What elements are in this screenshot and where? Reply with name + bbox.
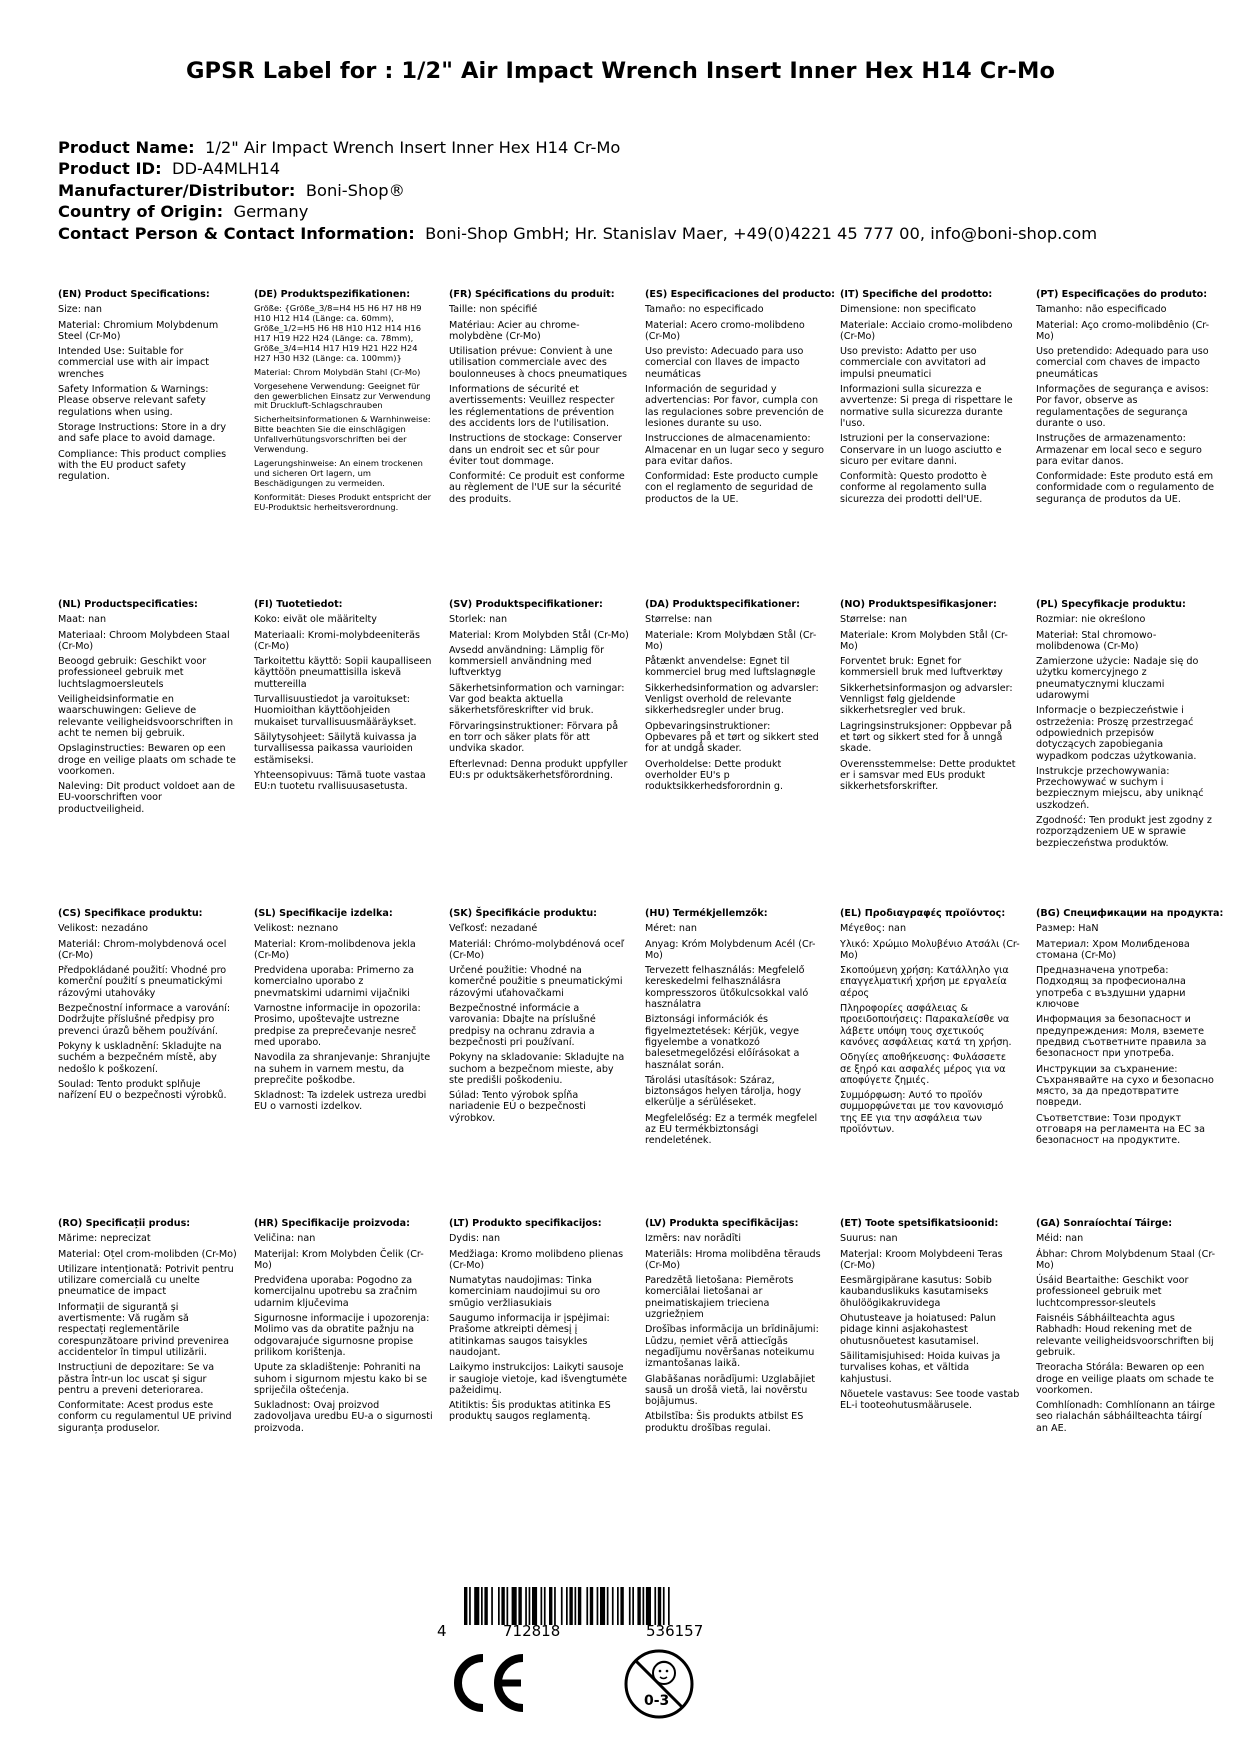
spec-paragraph: Størrelse: nan	[840, 614, 908, 626]
spec-paragraph: Určené použitie: Vhodné na komerčné použitie s pneumatickými rázovými uťahovačkami	[449, 965, 623, 999]
spec-paragraph: Pokyny na skladovanie: Skladujte na suchom a bezpečnom mieste, aby ste predišli poškodeniu.	[449, 1052, 625, 1086]
spec-paragraph: Suurus: nan	[840, 1233, 898, 1245]
spec-block	[840, 908, 1020, 1135]
spec-paragraph: Utilizare intenționată: Potrivit pentru utilizare comercială cu unelte pneumatice de impact	[58, 1263, 234, 1298]
spec-paragraph: Naleving: Dit product voldoet aan de EU-voorschriften voor productveiligheid.	[58, 781, 235, 815]
spec-paragraph: Material: Acero cromo-molibdeno (Cr-Mo)	[645, 319, 805, 342]
spec-paragraph: Taille: non spécifié	[449, 304, 538, 316]
spec-paragraph: Conformité: Ce produit est conforme au règlement de l'UE sur la sécurité des produits.	[449, 471, 625, 505]
spec-paragraph: Předpokládané použití: Vhodné pro komerční použití s pneumatickými rázovými utahováky	[58, 965, 227, 999]
barcode-bar	[617, 1587, 619, 1625]
spec-paragraph: Sikkerhetsinformasjon og advarsler: Vennligst følg gjeldende sikkerhetsregler ved bruk.	[840, 682, 1013, 717]
spec-heading: (CS) Specifikace produktu:	[58, 908, 203, 919]
spec-paragraph: Instrukcje przechowywania: Przechowywać w suchym i bezpiecznym miejscu, aby uniknąć uszkodzeń.	[1036, 765, 1204, 811]
spec-paragraph: Materiale: Krom Molybden Stål (Cr-Mo)	[840, 629, 1008, 652]
spec-paragraph: Compliance: This product complies with the EU product safety regulation.	[58, 448, 227, 483]
barcode-bar	[529, 1587, 531, 1625]
spec-paragraph: Materiál: Chrómo-molybdénová oceľ (Cr-Mo)	[449, 938, 625, 961]
spec-paragraph: Material: Chromium Molybdenum Steel (Cr-Mo)	[58, 319, 219, 342]
spec-paragraph: Material: Aço cromo-molibdênio (Cr-Mo)	[1036, 319, 1210, 342]
barcode-bar	[654, 1587, 656, 1625]
spec-paragraph: Predviđena uporaba: Pogodno za komercijalnu upotrebu sa zračnim udarnim ključevima	[254, 1275, 418, 1309]
spec-heading: (NO) Produktspesifikasjoner:	[840, 599, 997, 610]
spec-paragraph: Påtænkt anvendelse: Egnet til kommerciel brug med luftslagnøgle	[645, 656, 816, 679]
barcode-bar	[532, 1587, 537, 1625]
barcode-bar	[597, 1587, 599, 1625]
spec-block	[840, 289, 1020, 505]
spec-paragraph: Instrucciones de almacenamiento: Almacenar en un lugar seco y seguro para evitar daños.	[645, 433, 825, 467]
spec-paragraph: Material: Chrom Molybdän Stahl (Cr-Mo)	[254, 366, 421, 377]
spec-heading: (SK) Špecifikácie produktu:	[449, 908, 598, 919]
spec-paragraph: Material: Oțel crom-molibden (Cr-Mo)	[58, 1248, 237, 1260]
spec-paragraph: Biztonsági információk és figyelmeztetések: Kérjük, vegye figyelembe a vonatkozó balesetmegelőzési előírásokat a használat során.	[645, 1014, 800, 1071]
barcode-bar	[632, 1587, 634, 1625]
spec-heading: (DE) Produktspezifikationen:	[254, 289, 411, 300]
spec-heading: (LT) Produkto specifikacijos:	[449, 1218, 602, 1229]
barcode-bar	[498, 1587, 500, 1625]
spec-paragraph: Materijal: Krom Molybden Čelik (Cr-Mo)	[254, 1248, 424, 1271]
barcode-bar	[525, 1587, 527, 1625]
spec-paragraph: Säkerhetsinformation och varningar: Var god beakta aktuella säkerhetsföreskrifter vid bruk.	[449, 682, 625, 717]
spec-paragraph: Sigurnosne informacije i upozorenja: Molimo vas da obratite pažnju na odgovarajuće sigurnosne propise prilikom korištenja.	[254, 1313, 430, 1358]
spec-paragraph: Tarkoitettu käyttö: Sopii kaupalliseen käyttöön pneumattisilla iskevä mutterеilla	[254, 656, 432, 690]
spec-paragraph: Uso previsto: Adecuado para uso comercial con llaves de impacto neumáticas	[645, 346, 804, 380]
spec-paragraph: Размер: НаN	[1036, 923, 1099, 935]
svg-text:0-3: 0-3	[644, 1693, 670, 1709]
barcode-bar	[629, 1587, 631, 1625]
barcode-digits-left: 712818	[503, 1622, 561, 1640]
spec-paragraph: Matériau: Acier au chrome-molybdène (Cr-Mo)	[449, 319, 580, 342]
spec-paragraph: Pokyny k uskladnění: Skladujte na suchém a bezpečném místě, aby nedošlo k poškození.	[58, 1040, 222, 1075]
spec-paragraph: Beoogd gebruik: Geschikt voor professioneel gebruik met luchtslagmoersleutels	[58, 656, 207, 690]
spec-paragraph: Istruzioni per la conservazione: Conservare in un luogo asciutto e sicuro per evitare danni.	[840, 433, 1002, 467]
spec-paragraph: Upute za skladištenje: Pohraniti na suhom i sigurnom mjestu kako bi se spriječila oštećenja.	[254, 1362, 428, 1396]
spec-heading: (HR) Specifikacije proizvoda:	[254, 1218, 410, 1229]
barcode-bar	[590, 1587, 593, 1625]
barcode-bar	[469, 1587, 471, 1625]
spec-paragraph: Sikkerhedsinformation og advarsler: Venligst overhold de relevante sikkerhedsregler under brug.	[645, 682, 819, 717]
spec-paragraph: Materiaal: Chroom Molybdeen Staal (Cr-Mo)	[58, 629, 230, 652]
barcode-bar	[658, 1587, 661, 1625]
spec-paragraph: Yhteensopivuus: Tämä tuote vastaa EU:n tuotetu rvallisuusasetusta.	[254, 769, 426, 793]
spec-paragraph: Größe: {Größe_3/8=H4 H5 H6 H7 H8 H9 H10 H12 H14 (Länge: ca. 60mm), Größe_1/2=H5 H6 H8 H10 H12 H14 H16 H17 H19 H22 H24 (Länge: ca. 78mm), Größe_3/4=H14 H17 H19 H21 H22 H24 H27 H30 H32 (Länge: ca. 100mm)}	[254, 303, 422, 363]
spec-paragraph: Zamierzone użycie: Nadaje się do użytku komercyjnego z pneumatycznymi kluczami udarowymi	[1036, 656, 1199, 702]
spec-paragraph: Съответствие: Този продукт отговаря на регламента на ЕС за безопасност на продуктите.	[1036, 1112, 1205, 1147]
product-info	[58, 137, 1097, 244]
spec-paragraph: Turvallisuustiedot ja varoitukset: Huomioithan käyttöohjeiden mukaiset turvallisuusmääräykset.	[254, 694, 417, 728]
info-product-name: Product Name: 1/2" Air Impact Wrench Insert Inner Hex H14 Cr-Mo	[58, 138, 621, 157]
spec-paragraph: Velikost: neznano	[254, 923, 339, 935]
spec-block	[58, 908, 238, 1101]
spec-heading: (PL) Specyfikacje produktu:	[1036, 599, 1186, 610]
spec-paragraph: Overholdelse: Dette produkt overholder EU's p roduktsikkerhedsforordnin g.	[645, 758, 784, 793]
spec-paragraph: Conformitate: Acest produs este conform cu regulamentul UE privind siguranța produselor.	[58, 1400, 232, 1434]
info-product-id: Product ID: DD-A4MLH14	[58, 159, 281, 179]
spec-paragraph: Materiale: Krom Molybdæn Stål (Cr-Mo)	[645, 629, 817, 652]
not-for-children-icon	[622, 1647, 696, 1721]
spec-paragraph: Úsáid Beartaithe: Geschikt voor professioneel gebruik met luchtcompressor-sleutels	[1036, 1275, 1189, 1309]
barcode-bar	[620, 1587, 623, 1625]
spec-heading: (EN) Product Specifications:	[58, 289, 210, 300]
spec-paragraph: Méid: nan	[1036, 1233, 1084, 1245]
spec-paragraph: Veiligheidsinformatie en waarschuwingen: Gelieve de relevante veiligheidsvoorschriften in acht te nemen bij gebruik.	[58, 694, 234, 739]
spec-paragraph: Bezpečnostní informace a varování: Dodržujte příslušné předpisy pro prevenci úrazů během používání.	[58, 1003, 231, 1037]
spec-paragraph: Faisnéis Sábháilteachta agus Rabhadh: Houd rekening met de relevante veiligheidsvoorschriften bij gebruik.	[1036, 1313, 1214, 1358]
spec-paragraph: Materiał: Stal chromowo-molibdenowa (Cr-Mo)	[1036, 629, 1157, 652]
spec-paragraph: Lagerungshinweise: An einem trockenen und sicheren Ort lagern, um Beschädigungen zu vermeiden.	[254, 457, 423, 488]
barcode-bar	[663, 1587, 665, 1625]
spec-paragraph: Utilisation prévue: Convient à une utilisation commerciale avec des boulonneuses à chocs pneumatiques	[449, 346, 628, 380]
ce-mark-icon	[449, 1652, 529, 1714]
spec-paragraph: Overensstemmelse: Dette produktet er i samsvar med EUs produkt sikkerhetsforskrifter.	[840, 758, 1016, 793]
spec-block	[645, 599, 825, 792]
spec-paragraph: Conformità: Questo prodotto è conforme al regolamento sulla sicurezza dei prodotti dell'UE.	[840, 471, 987, 505]
spec-block	[840, 1218, 1020, 1411]
spec-paragraph: Dydis: nan	[449, 1233, 501, 1245]
spec-paragraph: Lagringsinstruksjoner: Oppbevar på et tørt og sikkert sted for å unngå skade.	[840, 720, 1012, 755]
spec-paragraph: Storage Instructions: Store in a dry and safe place to avoid damage.	[58, 421, 227, 445]
barcode-bar	[544, 1587, 546, 1625]
barcode-bar	[484, 1587, 487, 1625]
spec-paragraph: Veličina: nan	[254, 1233, 316, 1245]
spec-block	[1036, 1218, 1216, 1434]
spec-paragraph: Izmērs: nav norādīti	[645, 1233, 741, 1245]
spec-paragraph: Size: nan	[58, 304, 103, 316]
spec-block	[1036, 908, 1224, 1147]
spec-paragraph: Material: Krom-molibdenova jekla (Cr-Mo)	[254, 938, 416, 961]
info-manufacturer: Manufacturer/Distributor: Boni-Shop®	[58, 180, 405, 200]
spec-paragraph: Ábhar: Chrom Molybdenum Staal (Cr-Mo)	[1036, 1248, 1216, 1271]
spec-paragraph: Sukladnost: Ovaj proizvod zadovoljava uredbu EU-a o sigurnosti proizvoda.	[254, 1400, 433, 1434]
spec-block	[449, 908, 629, 1124]
spec-block	[1036, 599, 1216, 849]
spec-paragraph: Méret: nan	[645, 923, 697, 935]
spec-block	[840, 599, 1020, 792]
spec-paragraph: Predvidena uporaba: Primerno za komercialno uporabo z pnevmatskimi udarnimi vijačniki	[254, 965, 414, 999]
spec-paragraph: Οδηγίες αποθήκευσης: Φυλάσσετε σε ξηρό και ασφαλές μέρος για να αποφύγετε ζημιές.	[840, 1052, 1007, 1086]
spec-paragraph: Tervezett felhasználás: Megfelelő kereskedelmi felhasználásra kompresszoros ütőkulcsokkal való használatra	[645, 965, 809, 1011]
spec-paragraph: Säilytysohjeet: Säilytä kuivassa ja turvallisessa paikassa vaurioiden estämiseksi.	[254, 731, 417, 766]
spec-heading: (SL) Specifikacije izdelka:	[254, 908, 393, 919]
spec-paragraph: Vorgesehene Verwendung: Geeignet für den gewerblichen Einsatz zur Verwendung mit Druckluft-Schlagschrauben	[254, 380, 431, 411]
spec-paragraph: Instrucțiuni de depozitare: Se va păstra într-un loc uscat și sigur pentru a preveni deteriorarea.	[58, 1362, 215, 1396]
spec-paragraph: Storlek: nan	[449, 614, 508, 626]
spec-heading: (NL) Productspecificaties:	[58, 599, 198, 610]
spec-paragraph: Información de seguridad y advertencias: Por favor, cumpla con las regulaciones sobre prevención de lesiones durante su uso.	[645, 384, 824, 429]
spec-paragraph: Súlad: Tento výrobok spĺňa nariadenie EÚ o bezpečnosti výrobkov.	[449, 1090, 586, 1124]
barcode-digit-prefix: 4	[437, 1622, 447, 1640]
spec-heading: (HU) Termékjellemzők:	[645, 908, 768, 919]
spec-block	[645, 289, 836, 505]
spec-block	[254, 289, 434, 513]
barcode-bar	[586, 1587, 588, 1625]
barcode-bar	[643, 1587, 645, 1625]
barcode-bar	[549, 1587, 552, 1625]
spec-block	[1036, 289, 1216, 505]
spec-paragraph: Säilitamisjuhised: Hoida kuivas ja turvalises kohas, et vältida kahjustusi.	[840, 1350, 1001, 1385]
barcode-bar	[512, 1587, 517, 1625]
spec-paragraph: Mărime: neprecizat	[58, 1233, 151, 1245]
spec-paragraph: Μέγεθος: nan	[840, 923, 907, 935]
barcode-bar	[518, 1587, 521, 1625]
page-title: GPSR Label for : 1/2" Air Impact Wrench Insert Inner Hex H14 Cr-Mo	[185, 58, 1056, 84]
barcode	[464, 1587, 764, 1625]
spec-block	[254, 908, 434, 1113]
spec-paragraph: Material: Krom Molybden Stål (Cr-Mo)	[449, 629, 629, 641]
spec-block	[254, 1218, 434, 1434]
barcode-bar	[491, 1587, 493, 1625]
spec-heading: (BG) Спецификации на продукта:	[1036, 908, 1224, 919]
spec-block	[58, 1218, 238, 1434]
barcode-bar	[541, 1587, 543, 1625]
barcode-bar	[600, 1587, 605, 1625]
spec-paragraph: Soulad: Tento produkt splňuje nařízení EU o bezpečnosti výrobků.	[58, 1078, 227, 1102]
spec-paragraph: Conformidad: Este producto cumple con el reglamento de seguridad de productos de la UE.	[645, 471, 818, 505]
spec-paragraph: Informações de segurança e avisos: Por favor, observe as regulamentações de segurança durante o uso.	[1036, 384, 1209, 429]
spec-paragraph: Instruções de armazenamento: Armazenar em local seco e seguro para evitar danos.	[1036, 433, 1202, 467]
spec-paragraph: Veľkosť: nezadané	[449, 923, 538, 935]
spec-heading: (ET) Toote spetsifikatsioonid:	[840, 1218, 999, 1229]
barcode-bar	[561, 1587, 563, 1625]
spec-paragraph: Intended Use: Suitable for commercial use with air impact wrenches	[58, 346, 209, 380]
spec-paragraph: Velikost: nezadáno	[58, 923, 148, 935]
barcode-bar	[554, 1587, 556, 1625]
spec-paragraph: Avsedd användning: Lämplig för kommersiell användning med luftverktyg	[449, 644, 605, 679]
spec-paragraph: Safety Information & Warnings: Please observe relevant safety regulations when using.	[58, 384, 209, 418]
spec-heading: (DA) Produktspecifikationer:	[645, 599, 800, 610]
spec-paragraph: Informations de sécurité et avertissements: Veuillez respecter les réglementations de prévention des accidents lors de l'utilisation.	[449, 384, 615, 429]
spec-paragraph: Numatytas naudojimas: Tinka komerciniam naudojimui su oro smūgio veržliasukiais	[449, 1275, 601, 1309]
spec-paragraph: Информация за безопасност и предупреждения: Моля, вземете предвид съответните правила за безопасност при употреба.	[1036, 1014, 1207, 1060]
spec-paragraph: Bezpečnostné informácie a varovania: Dbajte na príslušné predpisy na ochranu zdravia a bezpečnosti pri používaní.	[449, 1003, 596, 1048]
spec-paragraph: Maat: nan	[58, 614, 107, 626]
spec-heading: (LV) Produkta specifikācijas:	[645, 1218, 799, 1229]
barcode-bar	[474, 1587, 479, 1625]
spec-paragraph: Varnostne informacije in opozorila: Prosimo, upoštevajte ustrezne predpise za preprečevanje nesreč med uporabo.	[254, 1003, 421, 1048]
spec-paragraph: Conformidade: Este produto está em conformidade com o regulamento de segurança de produtos da UE.	[1036, 471, 1215, 505]
spec-heading: (FI) Tuotetiedot:	[254, 599, 343, 610]
spec-paragraph: Nõuetele vastavus: See toode vastab EL-i tooteohutusmäärusele.	[840, 1388, 1020, 1412]
barcode-bar	[668, 1587, 670, 1625]
spec-paragraph: Koko: eivät ole määritelty	[254, 614, 377, 626]
spec-paragraph: Материал: Хром Молибденова стомана (Cr-Mo)	[1036, 938, 1190, 961]
spec-paragraph: Uso pretendido: Adequado para uso comercial com chaves de impacto pneumáticas	[1036, 346, 1209, 380]
spec-paragraph: Medžiaga: Kromo molibdeno plienas (Cr-Mo)	[449, 1248, 624, 1271]
spec-paragraph: Υλικό: Χρώμιο Μολυβένιο Ατσάλι (Cr-Mo)	[840, 938, 1020, 961]
spec-paragraph: Uso previsto: Adatto per uso commerciale con avvitatori ad impulsi pneumatici	[840, 346, 986, 380]
spec-paragraph: Glabāšanas norādījumi: Uzglabājiet sausā un drošā vietā, lai novērstu bojājumus.	[645, 1373, 816, 1408]
spec-paragraph: Atbilstība: Šis produkts atbilst ES produktu drošības regulai.	[645, 1411, 804, 1434]
spec-paragraph: Størrelse: nan	[645, 614, 713, 626]
spec-paragraph: Materiaali: Kromi-molybdeeniteräs (Cr-Mo)	[254, 629, 420, 652]
spec-block	[645, 908, 825, 1147]
barcode-bar	[507, 1587, 509, 1625]
spec-heading: (FR) Spécifications du produit:	[449, 289, 615, 300]
spec-paragraph: Συμμόρφωση: Αυτό το προϊόν συμμορφώνεται με τον κανονισμό της ΕΕ για την ασφάλεια των προϊόντων.	[840, 1090, 1004, 1136]
info-country: Country of Origin: Germany	[58, 202, 309, 222]
spec-paragraph: Rozmiar: nie określono	[1036, 614, 1146, 626]
spec-heading: (EL) Προδιαγραφές προϊόντος:	[840, 908, 1006, 919]
spec-paragraph: Informazioni sulla sicurezza e avvertenze: Si prega di rispettare le normative sulla sicurezza durante l'uso.	[840, 384, 1013, 429]
spec-paragraph: Atitiktis: Šis produktas atitinka ES produktų saugos reglamentą.	[449, 1400, 611, 1423]
spec-heading: (PT) Especificações do produto:	[1036, 289, 1208, 300]
spec-paragraph: Efterlevnad: Denna produkt uppfyller EU:s pr oduktsäkerhetsförordning.	[449, 758, 628, 781]
barcode-bar	[646, 1587, 651, 1625]
barcode-bar	[637, 1587, 640, 1625]
barcode-bar	[501, 1587, 504, 1625]
spec-block	[254, 599, 434, 792]
barcode-digits-right: 536157	[646, 1622, 704, 1640]
spec-block	[449, 289, 629, 505]
spec-paragraph: Informacje o bezpieczeństwie i ostrzeżenia: Proszę przestrzegać odpowiednich przepisów dotyczących zapobiegania wypadkom podczas użytkowania.	[1036, 705, 1197, 762]
spec-paragraph: Ohutusteave ja hoiatused: Palun pidage kinni asjakohastest ohutusnõuetest kasutamisel.	[840, 1313, 996, 1347]
spec-paragraph: Instructions de stockage: Conserver dans un endroit sec et sûr pour éviter tout dommage.	[449, 433, 622, 467]
spec-paragraph: Informații de siguranță și avertismente: Vă rugăm să respectați reglementările corespunzătoare privind prevenirea accidentelor în timpul utilizării.	[58, 1301, 229, 1358]
spec-paragraph: Πληροφορίες ασφάλειας & προειδοποιήσεις: Παρακαλείσθε να λάβετε υπόψη τους σχετικούς κανόνες ασφάλειας κατά τη χρήση.	[840, 1003, 1012, 1048]
spec-paragraph: Konformität: Dieses Produkt entspricht der EU-Produktsic herheitsverordnung.	[254, 491, 432, 512]
spec-paragraph: Dimensione: non specificato	[840, 304, 977, 316]
spec-paragraph: Opslaginstructies: Bewaren op een droge en veilige plaats om schade te voorkomen.	[58, 743, 236, 777]
spec-paragraph: Megfelelőség: Ez a termék megfelel az EU termékbiztonsági rendeletének.	[645, 1112, 818, 1147]
spec-paragraph: Opbevaringsinstruktioner: Opbevares på et tørt og sikkert sted for at undgå skader.	[645, 720, 819, 755]
spec-block	[449, 599, 629, 781]
spec-paragraph: Eesmärgipärane kasutus: Sobib kaubanduslikuks kasutamiseks õhulöögikakruvidega	[840, 1275, 992, 1309]
spec-paragraph: Comhlíonadh: Comhlíonann an táirge seo rialachán sábháilteachta táirgí an AE.	[1036, 1400, 1216, 1434]
spec-paragraph: Materjal: Kroom Molybdeeni Teras (Cr-Mo)	[840, 1248, 1003, 1271]
barcode-bar	[569, 1587, 572, 1625]
info-contact: Contact Person & Contact Information: Boni-Shop GmbH; Hr. Stanislav Maer, +49(0)4221 45 777 00, info@boni-shop.com	[58, 223, 1098, 243]
spec-block	[58, 289, 238, 482]
spec-paragraph: Paredzētā lietošana: Piemērots komerciālai lietošanai ar pneimatiskajiem trieciena uzgriežņiem	[645, 1275, 794, 1321]
barcode-bar	[575, 1587, 577, 1625]
spec-paragraph: Предназначена употреба: Подходящ за професионална употреба с въздушни ударни ключове	[1036, 965, 1186, 1011]
barcode-bar	[607, 1587, 609, 1625]
barcode-bar	[578, 1587, 581, 1625]
spec-paragraph: Materiál: Chrom-molybdenová ocel (Cr-Mo)	[58, 938, 227, 961]
spec-paragraph: Laikymo instrukcijos: Laikyti sausoje ir saugioje vietoje, kad išvengtumėte pažeidimų.	[449, 1362, 627, 1396]
spec-heading: (ES) Especificaciones del producto:	[645, 289, 836, 300]
spec-paragraph: Materiale: Acciaio cromo-molibdeno (Cr-Mo)	[840, 319, 1013, 342]
spec-paragraph: Zgodność: Ten produkt jest zgodny z rozporządzeniem UE w sprawie bezpieczeństwa produktów.	[1036, 815, 1212, 849]
spec-paragraph: Saugumo informacija ir įspėjimai: Prašome atkreipti dėmesį į atitinkamas saugos taisykles naudojant.	[449, 1313, 610, 1358]
spec-paragraph: Anyag: Króm Molybdenum Acél (Cr-Mo)	[645, 938, 816, 961]
spec-paragraph: Σκοπούμενη χρήση: Κατάλληλο για επαγγελματική χρήση με εργαλεία αέρος	[840, 965, 1009, 999]
spec-heading: (SV) Produktspecifikationer:	[449, 599, 603, 610]
spec-paragraph: Tamaño: no especificado	[645, 304, 764, 316]
barcode-bar	[481, 1587, 483, 1625]
spec-paragraph: Инструкции за съхранение: Съхранявайте на сухо и безопасно място, за да предотвратите повреди.	[1036, 1063, 1214, 1109]
spec-heading: (GA) Sonraíochtaí Táirge:	[1036, 1218, 1173, 1229]
spec-paragraph: Treoracha Stórála: Bewaren op een droge en veilige plaats om schade te voorkomen.	[1036, 1362, 1214, 1396]
spec-block	[58, 599, 238, 815]
barcode-bar	[464, 1587, 467, 1625]
spec-paragraph: Drošības informācija un brīdinājumi: Lūdzu, ņemiet vērā attiecīgās negadījumu novēršanas noteikumu izmantošanas laikā.	[645, 1324, 819, 1370]
spec-paragraph: Sicherheitsinformationen & Warnhinweise: Bitte beachten Sie die einschlägigen Unfallverhütungsvorschriften bei der Verwendung.	[254, 414, 431, 455]
spec-block	[645, 1218, 825, 1434]
spec-paragraph: Navodila za shranjevanje: Shranjujte na suhem in varnem mestu, da preprečite poškodbe.	[254, 1052, 431, 1086]
spec-paragraph: Skladnost: Ta izdelek ustreza uredbi EU o varnosti izdelkov.	[254, 1090, 427, 1113]
spec-block	[449, 1218, 629, 1423]
barcode-bar	[612, 1587, 614, 1625]
spec-paragraph: Tárolási utasítások: Száraz, biztonságos helyen tárolja, hogy elkerülje a sérüléseket.	[645, 1074, 802, 1109]
spec-paragraph: Materiāls: Hroma molibdēna tērauds (Cr-Mo)	[645, 1248, 821, 1271]
spec-paragraph: Tamanho: não especificado	[1036, 304, 1167, 316]
barcode-bar	[566, 1587, 568, 1625]
spec-paragraph: Förvaringsinstruktioner: Förvara på en torr och säker plats för att undvika skador.	[449, 720, 619, 755]
spec-paragraph: Forventet bruk: Egnet for kommersiell bruk med luftverktøy	[840, 656, 1003, 679]
spec-heading: (RO) Specificații produs:	[58, 1218, 191, 1229]
spec-heading: (IT) Specifiche del prodotto:	[840, 289, 993, 300]
